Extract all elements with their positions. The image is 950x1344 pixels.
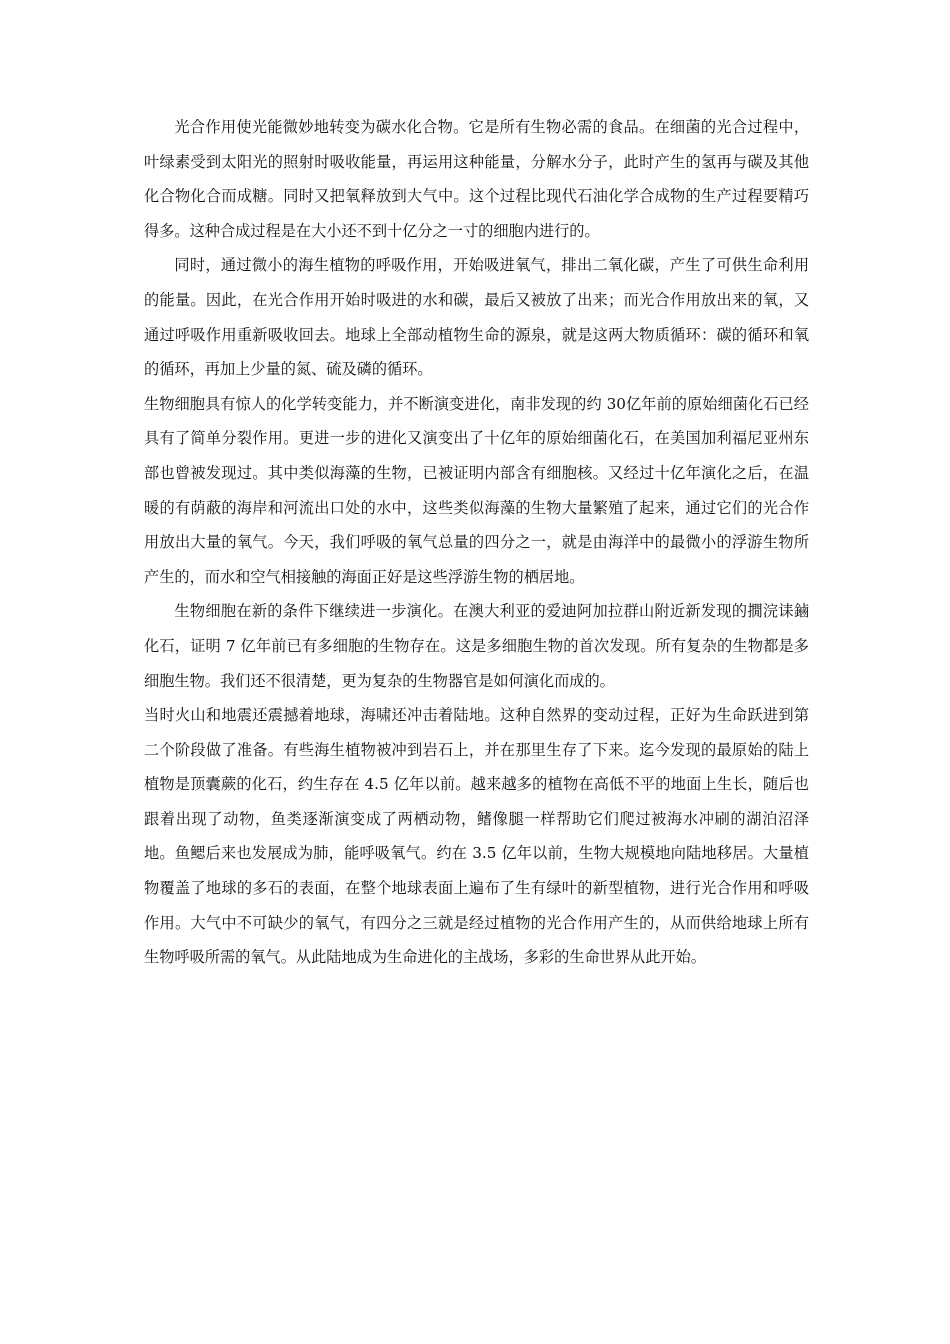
paragraph-multicellular: 生物细胞在新的条件下继续进一步演化。在澳大利亚的爱迪阿加拉群山附近新发现的撊浣诔鏀化石，证明 7 亿年前已有多细胞的生物存在。这是多细胞生物的首次发现。所有复杂的生物都是多细胞生物。我们还不很清楚，更为复杂的生物器官是如何演化而成的。	[144, 602, 809, 690]
paragraph-respiration: 同时，通过微小的海生植物的呼吸作用，开始吸进氧气，排出二氧化碳，产生了可供生命利用的能量。因此，在光合作用开始时吸进的水和碳，最后又被放了出来；而光合作用放出来的氧，又通过呼吸作用重新吸收回去。地球上全部动植物生命的源泉，就是这两大物质循环：碳的循环和氧的循环，再加上少量的氮、硫及磷的循环。	[144, 256, 809, 379]
document-body	[144, 110, 809, 975]
paragraph-land-life: 当时火山和地震还震撼着地球，海啸还冲击着陆地。这种自然界的变动过程，正好为生命跃进到第二个阶段做了准备。有些海生植物被冲到岩石上，并在那里生存了下来。迄今发现的最原始的陆上植物是顶囊蕨的化石，约生存在 4.5 亿年以前。越来越多的植物在高低不平的地面上生长，随后也跟着出现了动物，鱼类逐渐演变成了两栖动物，鳍像腿一样帮助它们爬过被海水冲刷的湖泊沼泽地。鱼鳃后来也发展成为肺，能呼吸氧气。约在 3.5 亿年以前，生物大规模地向陆地移居。大量植物覆盖了地球的多石的表面，在整个地球表面上遍布了生有绿叶的新型植物，进行光合作用和呼吸作用。大气中不可缺少的氧气，有四分之三就是经过植物的光合作用产生的，从而供给地球上所有生物呼吸所需的氧气。从此陆地成为生命进化的主战场，多彩的生命世界从此开始。	[144, 706, 809, 967]
paragraph-photosynthesis: 光合作用使光能微妙地转变为碳水化合物。它是所有生物必需的食品。在细菌的光合过程中，叶绿素受到太阳光的照射时吸收能量，再运用这种能量，分解水分子，此时产生的氢再与碳及其他化合物化合而成糖。同时又把氧释放到大气中。这个过程比现代石油化学合成物的生产过程要精巧得多。这种合成过程是在大小还不到十亿分之一寸的细胞内进行的。	[144, 118, 809, 240]
paragraph-cell-evolution: 生物细胞具有惊人的化学转变能力，并不断演变进化，南非发现的约 30亿年前的原始细菌化石已经具有了简单分裂作用。更进一步的进化又演变出了十亿年的原始细菌化石，在美国加利福尼亚州东部也曾被发现过。其中类似海藻的生物，已被证明内部含有细胞核。又经过十亿年演化之后，在温暖的有荫蔽的海岸和河流出口处的水中，这些类似海藻的生物大量繁殖了起来，通过它们的光合作用放出大量的氧气。今天，我们呼吸的氧气总量的四分之一，就是由海洋中的最微小的浮游生物所产生的，而水和空气相接触的海面正好是这些浮游生物的栖居地。	[144, 394, 809, 586]
